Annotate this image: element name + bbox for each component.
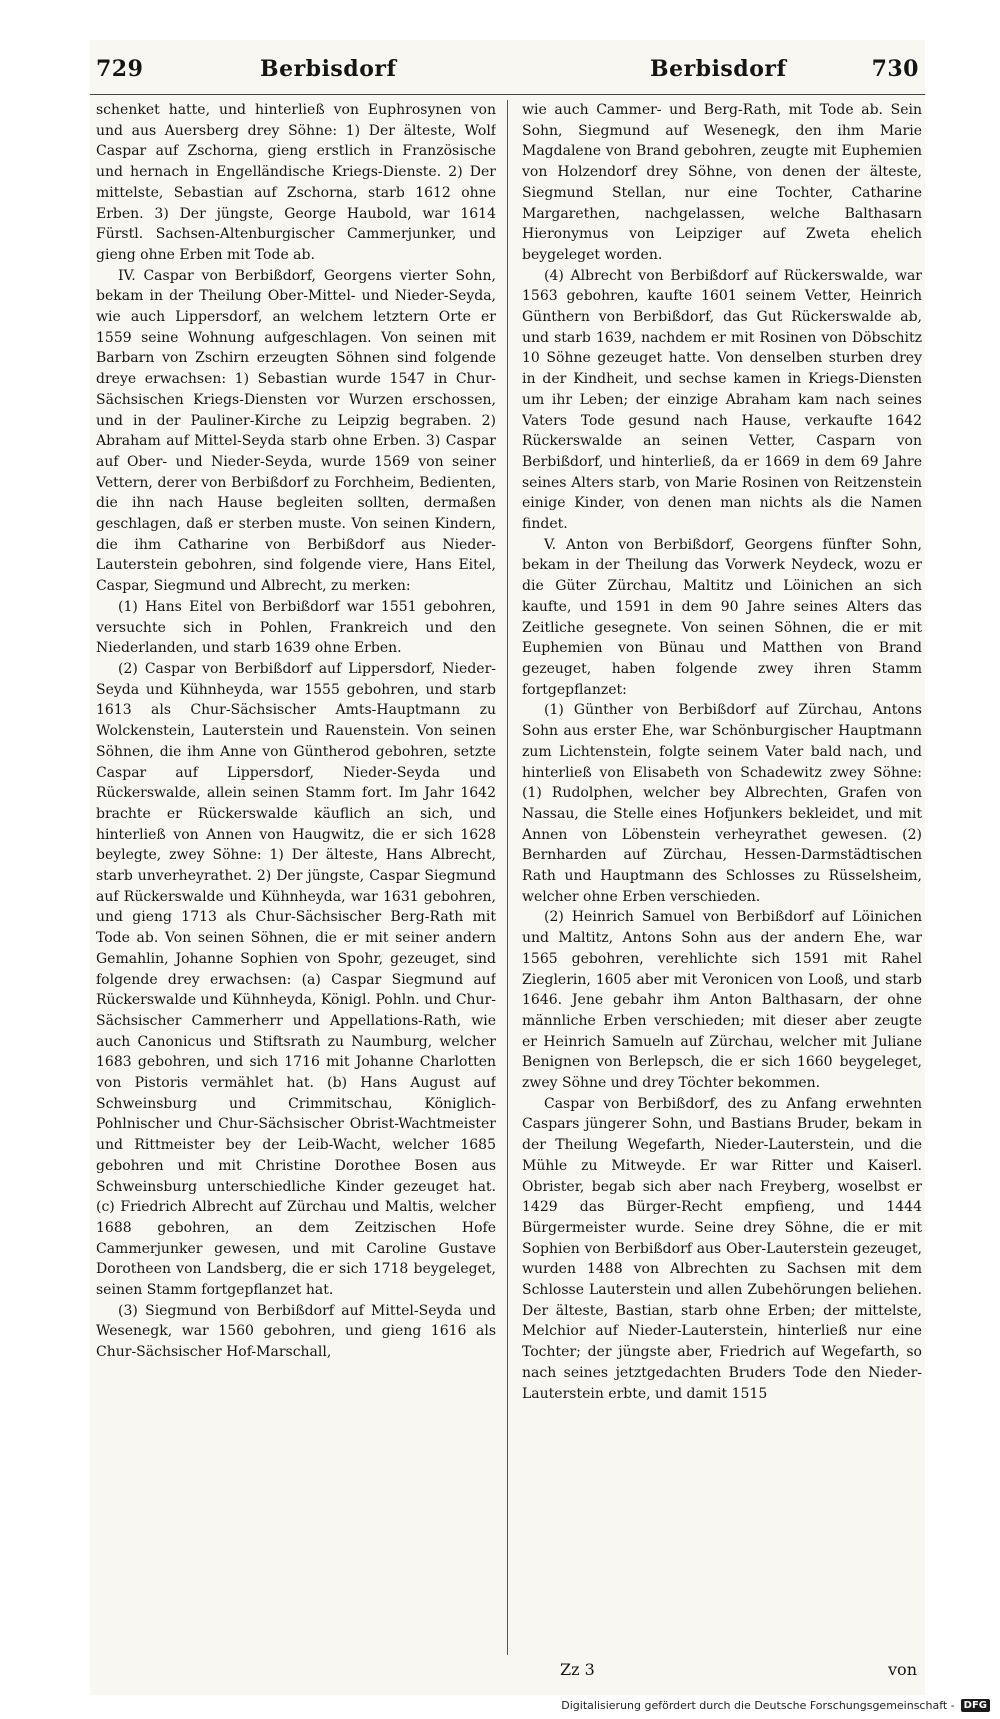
running-header (90, 50, 925, 95)
footer-text: Digitalisierung gefördert durch die Deutsche Forschungsgemeinschaft - (561, 1698, 955, 1712)
column-divider (507, 100, 508, 1655)
paragraph: (1) Günther von Berbißdorf auf Zürchau, Antons Sohn aus erster Ehe, war Schönburgischer Hauptmann zum Lichtenstein, folgte seinem Vater bald nach, und hinterließ von Elisabeth von Schadewitz zwey Söhne: (1) Rudolphen, welcher bey Albrechten, Grafen von Nassau, die Stelle eines Hofjunkers bekleidet, und mit Annen von Löbenstein verheyrathet gewesen. (2) Bernharden auf Zürchau, Hessen-Darmstädtischen Rath und Hauptmann des Schlosses zu Rüsselsheim, welcher ohne Erben verschieden. (522, 702, 922, 905)
dfg-logo: DFG (961, 1699, 990, 1712)
running-title-right: Berbisdorf (650, 56, 787, 82)
left-column (96, 100, 496, 1660)
paragraph: wie auch Cammer- und Berg-Rath, mit Tode ab. Sein Sohn, Siegmund auf Wesenegk, den ihm Marie Magdalene von Brand gebohren, zeugte mit Euphemien von Holzendorf drey Söhne, von denen der älteste, Siegmund Stellan, nur eine Tochter, Catharine Margarethen, nachgelassen, welche Balthasarn Hieronymus von Leipziger auf Zweta ehelich beygeleget worden. (522, 102, 922, 263)
digitization-footer (561, 1696, 990, 1714)
paragraph: Caspar von Berbißdorf, des zu Anfang erwehnten Caspars jüngerer Sohn, und Bastians Bruder, bekam in der Theilung Wegefarth, Nieder-Lauterstein, und die Mühle zu Mitweyde. Er war Ritter und Kaiserl. Obrister, begab sich aber nach Freyberg, woselbst er 1429 das Bürger-Recht empfieng, und 1444 Bürgermeister wurde. Seine drey Söhne, die er mit Sophien von Berbißdorf aus Ober-Lauterstein gezeuget, wurden 1488 von Albrechten zu Sachsen mit dem Schlosse Lauterstein und allen Zubehörungen beliehen. Der älteste, Bastian, starb ohne Erben; der mittelste, Melchior auf Nieder-Lauterstein, hinterließ nur eine Tochter; der jüngste aber, Friedrich auf Wegefarth, so nach seines jetztgedachten Bruders Tode den Nieder-Lauterstein erbte, und damit 1515 (522, 1095, 922, 1402)
running-title-left: Berbisdorf (260, 56, 397, 82)
paragraph: IV. Caspar von Berbißdorf, Georgens vierter Sohn, bekam in der Theilung Ober-Mittel- und Nieder-Seyda, wie auch Lippersdorf, an welchem letztern Orte er 1559 seine Wohnung aufgeschlagen. Von seinen mit Barbarn von Zschirn erzeugten Söhnen sind folgende dreye erwachsen: 1) Sebastian wurde 1547 in Chur-Sächsischen Kriegs-Diensten vor Wurzen erschossen, und in der Pauliner-Kirche zu Leipzig begraben. 2) Abraham auf Mittel-Seyda starb ohne Erben. 3) Caspar auf Ober- und Nieder-Seyda, wurde 1569 von seiner Vettern, derer von Berbißdorf zu Forchheim, Bedienten, die ihn nach Hause begleiten sollten, dermaßen geschlagen, daß er sterben muste. Von seinen Kindern, die ihm Catharine von Berbißdorf aus Nieder-Lauterstein gebohren, sind folgende viere, Hans Eitel, Caspar, Siegmund und Albrecht, zu merken: (96, 267, 496, 595)
paragraph: (2) Caspar von Berbißdorf auf Lippersdorf, Nieder-Seyda und Kühnheyda, war 1555 gebohren, und starb 1613 als Chur-Sächsischer Amts-Hauptmann zu Wolckenstein, Lauterstein und Rauenstein. Von seinen Söhnen, die ihm Anne von Güntherod gebohren, setzte Caspar auf Lippersdorf, Nieder-Seyda und Rückerswalde, allein seinen Stamm fort. Im Jahr 1642 brachte er Rückerswalde käuflich an sich, und hinterließ von Annen von Haugwitz, die er sich 1628 beylegte, zwey Söhne: 1) Der älteste, Hans Albrecht, starb unverheyrathet. 2) Der jüngste, Caspar Siegmund auf Rückerswalde und Kühnheyda, war 1631 gebohren, und gieng 1713 als Chur-Sächsischer Berg-Rath mit Tode ab. Von seinen Söhnen, die er mit seiner andern Gemahlin, Johanne Sophien von Spohr, gezeuget, sind folgende drey erwachsen: (a) Caspar Siegmund auf Rückerswalde und Kühnheyda, Königl. Pohln. und Chur-Sächsischer Cammerherr und Appellations-Rath, wie auch Canonicus und Stiftsrath zu Naumburg, welcher 1683 gebohren, und sich 1716 mit Johanne Charlotten von Pistoris vermählet hat. (b) Hans August auf Schweinsburg und Crimmitschau, Königlich-Pohlnischer und Chur-Sächsischer Obrist-Wachtmeister und Rittmeister bey der Leib-Wacht, welcher 1685 gebohren und mit Christine Dorothee Bosen aus Schweinsburg unterschiedliche Kinder gezeuget hat. (c) Friedrich Albrecht auf Zürchau und Maltis, welcher 1688 gebohren, an dem Zeitzischen Hofe Cammerjunker gewesen, und mit Caroline Gustave Dorotheen von Landsberg, die er sich 1718 beygeleget, seinen Stamm fortgepflanzet hat. (96, 660, 496, 1299)
catchword: von (888, 1660, 917, 1679)
page-number-right: 730 (871, 56, 919, 82)
right-column (522, 100, 922, 1660)
book-page (90, 40, 925, 1695)
page-number-left: 729 (96, 56, 144, 82)
paragraph: V. Anton von Berbißdorf, Georgens fünfter Sohn, bekam in der Theilung das Vorwerk Neydeck, wozu er die Güter Zürchau, Maltitz und Löinichen an sich kaufte, und 1591 in dem 90 Jahre seines Alters das Zeitliche gesegnete. Von seinen Söhnen, die er mit Euphemien von Bünau und Matthen von Brand gezeuget, haben folgende zwey ihren Stamm fortgepflanzet: (522, 536, 922, 698)
paragraph: (2) Heinrich Samuel von Berbißdorf auf Löinichen und Maltitz, Antons Sohn aus der andern Ehe, war 1565 gebohren, verehlichte sich 1591 mit Rahel Zieglerin, 1605 aber mit Veronicen von Looß, und starb 1646. Jene gebahr ihm Anton Balthasarn, der ohne männliche Erben verschieden; mit dieser aber zeugte er Heinrich Samueln auf Zürchau, welcher mit Juliane Benignen von Berlepsch, die er sich 1660 beygeleget, zwey Söhne und drey Töchter bekommen. (522, 909, 922, 1092)
paragraph: (4) Albrecht von Berbißdorf auf Rückerswalde, war 1563 gebohren, kaufte 1601 seinem Vetter, Heinrich Günthern von Berbißdorf, das Gut Rückerswalde ab, und starb 1639, nachdem er mit Rosinen von Döbschitz 10 Söhne gezeuget hatte. Von denselben sturben drey in der Kindheit, und sechse kamen in Kriegs-Diensten um ihr Leben; der einzige Abraham kam nach seines Vaters Tode gesund nach Hause, verkaufte 1642 Rückerswalde an seinen Vetter, Casparn von Berbißdorf, und hinterließ, da er 1669 in dem 69 Jahre seines Alters starb, von Marie Rosinen von Reitzenstein einige Kinder, von denen man nichts als die Namen findet. (522, 267, 922, 533)
paragraph: (3) Siegmund von Berbißdorf auf Mittel-Seyda und Wesenegk, war 1560 gebohren, und gieng 1616 als Chur-Sächsischer Hof-Marschall, (96, 1302, 496, 1361)
signature-mark: Zz 3 (560, 1660, 595, 1679)
paragraph: (1) Hans Eitel von Berbißdorf war 1551 gebohren, versuchte sich in Pohlen, Frankreich und den Niederlanden, und starb 1639 ohne Erben. (96, 598, 496, 657)
paragraph: schenket hatte, und hinterließ von Euphrosynen von und aus Auersberg drey Söhne: 1) Der älteste, Wolf Caspar auf Zschorna, gieng erstlich in Französische und hernach in Engelländische Kriegs-Dienste. 2) Der mittelste, Sebastian auf Zschorna, starb 1612 ohne Erben. 3) Der jüngste, George Haubold, war 1614 Fürstl. Sachsen-Altenburgischer Cammerjunker, und gieng ohne Erben mit Tode ab. (96, 102, 496, 263)
